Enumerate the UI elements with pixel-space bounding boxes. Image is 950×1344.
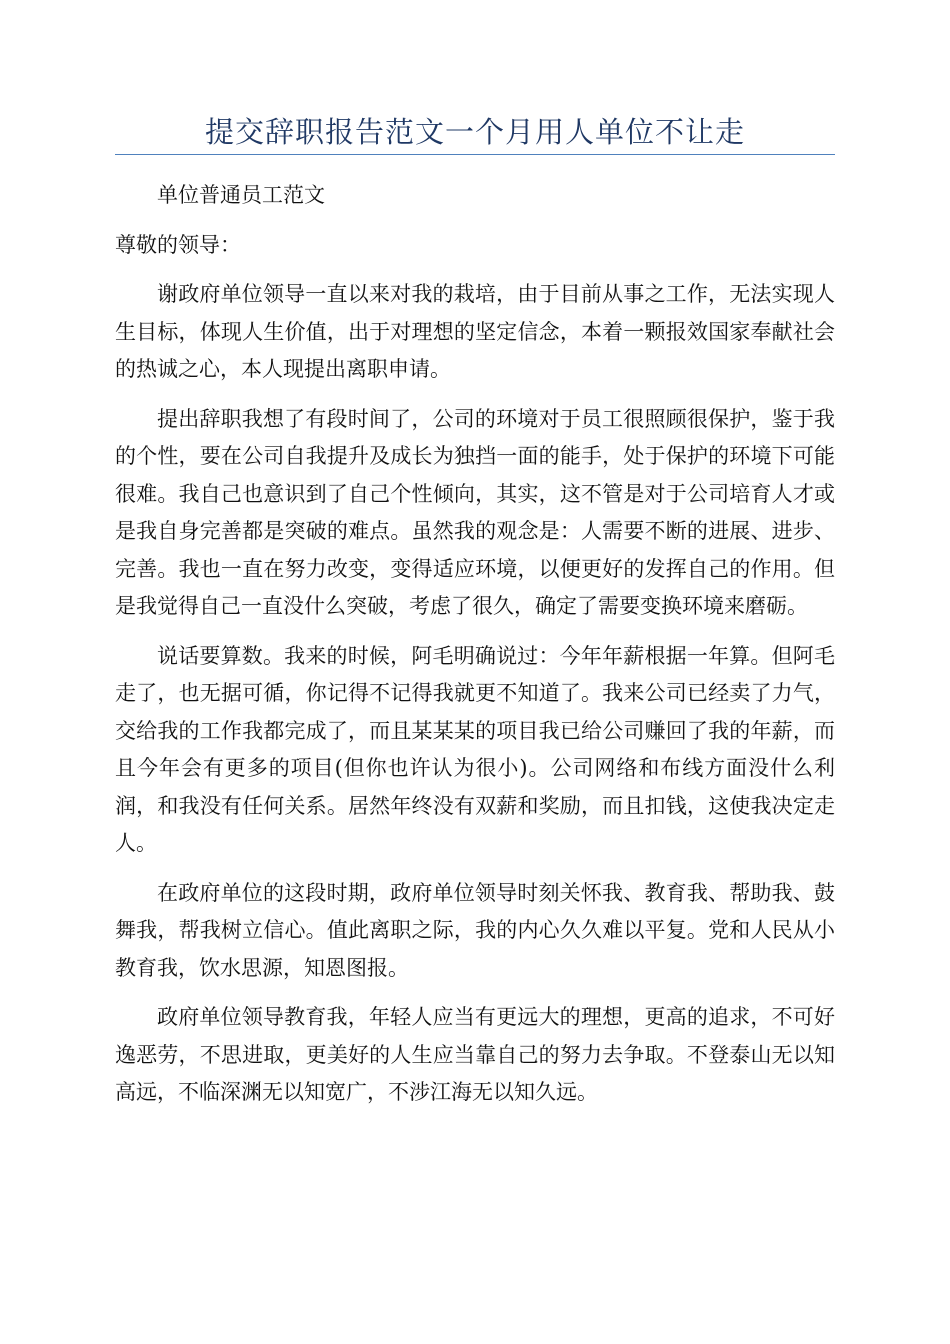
body-paragraph: 在政府单位的这段时期，政府单位领导时刻关怀我、教育我、帮助我、鼓舞我，帮我树立信心。值此离职之际，我的内心久久难以平复。党和人民从小教育我，饮水思源，知恩图报。 (115, 880, 835, 980)
document-body (115, 177, 835, 1124)
body-paragraph: 谢政府单位领导一直以来对我的栽培，由于目前从事之工作，无法实现人生目标，体现人生价值，出于对理想的坚定信念，本着一颗报效国家奉献社会的热诚之心，本人现提出离职申请。 (115, 282, 835, 381)
body-paragraph: 提出辞职我想了有段时间了，公司的环境对于员工很照顾很保护，鉴于我的个性，要在公司自我提升及成长为独挡一面的能手，处于保护的环境下可能很难。我自己也意识到了自己个性倾向，其实，这不管是对于公司培育人才或是我自身完善都是突破的难点。虽然我的观念是：人需要不断的进展、进步、完善。我也一直在努力改变，变得适应环境，以便更好的发挥自己的作用。但是我觉得自己一直没什么突破，考虑了很久，确定了需要变换环境来磨砺。 (115, 406, 835, 618)
body-paragraph: 说话要算数。我来的时候，阿毛明确说过：今年年薪根据一年算。但阿毛走了，也无据可循，你记得不记得我就更不知道了。我来公司已经卖了力气，交给我的工作我都完成了，而且某某某的项目我已给公司赚回了我的年薪，而且今年会有更多的项目(但你也许认为很小)。公司网络和布线方面没什么利润，和我没有任何关系。居然年终没有双薪和奖励，而且扣钱，这使我决定走人。 (115, 643, 835, 855)
document-title: 提交辞职报告范文一个月用人单位不让走 (204, 115, 745, 149)
title-underline (115, 154, 835, 155)
salutation: 尊敬的领导： (115, 232, 241, 257)
subtitle: 单位普通员工范文 (157, 183, 325, 207)
body-paragraph: 政府单位领导教育我，年轻人应当有更远大的理想，更高的追求，不可好逸恶劳，不思进取，更美好的人生应当靠自己的努力去争取。不登泰山无以知高远，不临深渊无以知宽广，不涉江海无以知久远。 (115, 1005, 835, 1104)
